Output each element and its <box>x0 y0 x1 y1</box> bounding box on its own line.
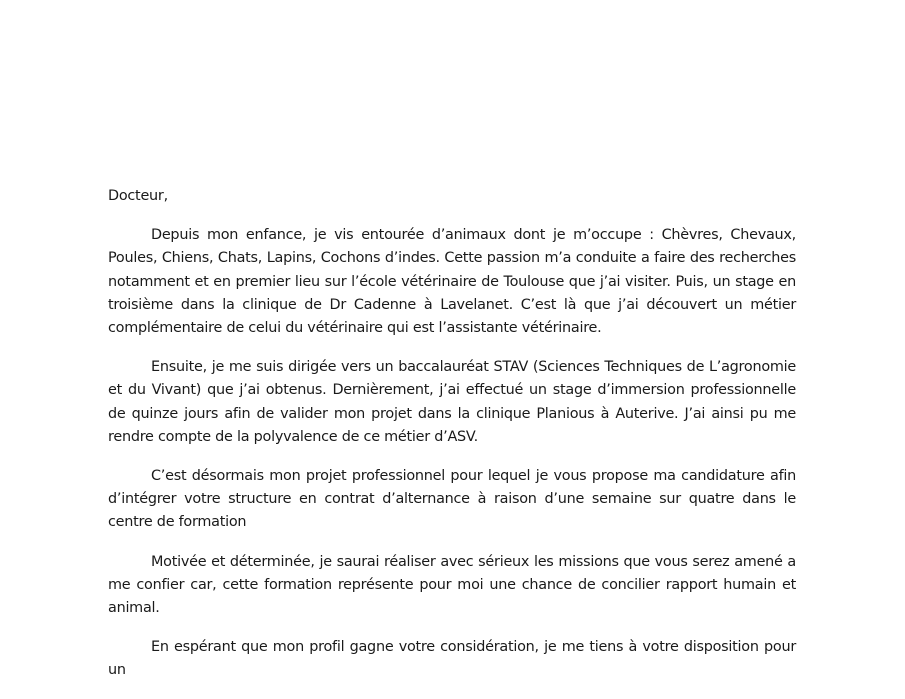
paragraph-application: C’est désormais mon projet professionnel pour lequel je vous propose ma candidature afin d’intégrer votre structure en contrat d’alternance à raison d’une semaine sur quatre dans le centre de formation <box>108 468 796 531</box>
paragraph-motivation: Motivée et déterminée, je saurai réaliser avec sérieux les missions que vous serez amené a me confier car, cette formation représente pour moi une chance de concilier rapport humain et animal. <box>108 553 796 617</box>
paragraph-childhood-passion: Depuis mon enfance, je vis entourée d’animaux dont je m’occupe : Chèvres, Chevaux, Poules, Chiens, Chats, Lapins, Cochons d’indes. Cette passion m’a conduite a faire des recherches notamment et en premier lieu sur l’école vétérinaire de Toulouse que j’ai visiter. Puis, un stage en troisième dans la clinique de Dr Cadenne à Lavelanet. C’est là que j’ai découvert un métier complémentaire de celui du vétérinaire qui est l’assistante vétérinaire. <box>108 227 796 337</box>
letter-salutation: Docteur, <box>108 188 168 204</box>
paragraph-education-internship: Ensuite, je me suis dirigée vers un baccalauréat STAV (Sciences Techniques de L’agronomie et du Vivant) que j’ai obtenus. Dernièrement, j’ai effectué un stage d’immersion professionnelle de quinze jours afin de valider mon projet dans la clinique Planious à Auterive. J’ai ainsi pu me rendre compte de la polyvalence de ce métier d’ASV. <box>108 359 796 445</box>
letter-body <box>108 185 796 699</box>
paragraph-closing: En espérant que mon profil gagne votre considération, je me tiens à votre disposition pour un <box>108 639 796 679</box>
